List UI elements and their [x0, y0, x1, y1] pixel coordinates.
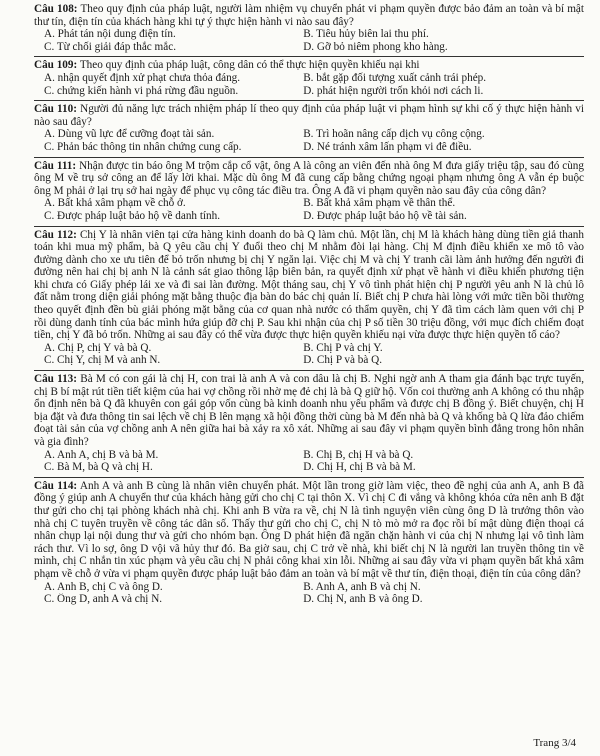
question-108 — [34, 3, 584, 53]
option-c: C. Ông D, anh A và chị N. — [44, 593, 163, 606]
question-stem — [34, 480, 584, 581]
answer-options — [34, 581, 584, 606]
option-c: C. chứng kiến hành vi phá rừng đầu nguồn. — [44, 84, 239, 97]
option-c: C. Chị Y, chị M và anh N. — [44, 354, 161, 367]
option-b: B. Tiêu hủy biên lai thu phí. — [303, 28, 429, 41]
divider — [34, 56, 584, 57]
option-c: C. Từ chối giải đáp thắc mắc. — [44, 40, 176, 53]
divider — [34, 370, 584, 371]
question-113 — [34, 373, 584, 474]
option-b: B. Chị B, chị H và bà Q. — [303, 448, 414, 461]
option-a: A. Chị P, chị Y và bà Q. — [44, 341, 152, 354]
option-a: A. Dùng vũ lực để cưỡng đoạt tài sản. — [44, 128, 215, 141]
question-stem — [34, 229, 584, 342]
option-a: A. Bất khả xâm phạm về chỗ ở. — [44, 197, 186, 210]
option-a: A. Anh A, chị B và bà M. — [44, 448, 159, 461]
question-number: Câu 114: — [34, 479, 78, 492]
option-b: B. bắt gặp đối tượng xuất cảnh trái phép. — [303, 71, 487, 84]
question-109 — [34, 59, 584, 97]
option-b: B. Chị P và chị Y. — [303, 341, 383, 354]
option-d: D. phát hiện người trốn khỏi nơi cách li. — [303, 84, 484, 97]
answer-options — [34, 342, 584, 367]
option-d: D. Né tránh xâm lấn phạm vi đê điều. — [303, 140, 472, 153]
divider — [34, 477, 584, 478]
option-a: A. Phát tán nội dung điện tín. — [44, 28, 176, 41]
question-text: Chị Y là nhân viên tại cửa hàng kinh doanh do bà Q làm chủ. Một lần, chị M là khách hàng dùng tiền giả thanh toán khi mua mỹ phẩm, bà Q yêu cầu chị Y đuổi theo chị M nhằm đòi lại hàng. Chị M định điều khiển xe mô tô vào đường dành cho xe ưu tiên để bỏ trốn nhưng bị chị Y ngăn lại. Việc chị M và chị Y tranh cãi làm ảnh hưởng đến người đi đường nên hai chị bị anh N là cảnh sát giao thông lập biên bản, ra quyết định xử phạt về hành vi điều khiển phương tiện khi chưa có Giấy phép lái xe và đi sai làn đường. Một tháng sau, chị Y vô tình phát hiện chị P người yêu anh N là chủ lô đất nằm trong diện giải phóng mặt bằng thuộc địa bàn do bác chị quản lí. Biết chị P chưa hài lòng với mức tiền bồi thường theo quyết định đền bù giải phóng mặt bằng của cơ quan nhà nước có thẩm quyền, chị Y đã tìm cách làm quen với chị P rồi dùng danh tính của bác mình hứa giúp đỡ chị P. Sau khi nhận của chị P số tiền 30 triệu đồng, với mục đích chiếm đoạt tiền, chị Y đã bỏ trốn. Những ai sau đây có thể vừa được thực hiện quyền khiếu nại vừa được thực hiện quyền tố cáo? — [34, 228, 584, 342]
question-114 — [34, 480, 584, 606]
answer-options — [34, 128, 584, 153]
option-b: B. Bất khả xâm phạm về thân thể. — [303, 197, 456, 210]
option-d: D. Gỡ bỏ niêm phong kho hàng. — [303, 40, 448, 53]
answer-options — [34, 28, 584, 53]
option-a: A. nhận quyết định xử phạt chưa thỏa đáng. — [44, 71, 241, 84]
question-number: Câu 112: — [34, 228, 77, 241]
answer-options — [34, 449, 584, 474]
divider — [34, 157, 584, 158]
answer-options — [34, 197, 584, 222]
option-d: D. Chị H, chị B và bà M. — [303, 461, 416, 474]
question-text: Theo quy định của pháp luật, công dân có thể thực hiện quyền khiếu nại khi — [79, 59, 420, 72]
question-stem — [34, 3, 584, 28]
option-c: C. Được pháp luật bảo hộ về danh tính. — [44, 209, 221, 222]
option-c: C. Phản bác thông tin nhân chứng cung cấp. — [44, 140, 242, 153]
option-a: A. Anh B, chị C và ông D. — [44, 580, 163, 593]
question-stem — [34, 160, 584, 198]
question-112 — [34, 229, 584, 368]
option-d: D. Chị N, anh B và ông D. — [303, 593, 423, 606]
question-stem — [34, 59, 584, 72]
divider — [34, 100, 584, 101]
answer-options — [34, 72, 584, 97]
question-number: Câu 109: — [34, 59, 78, 72]
option-b: B. Trì hoãn nâng cấp dịch vụ công cộng. — [303, 128, 485, 141]
divider — [34, 226, 584, 227]
question-text: Nhận được tin báo ông M trộm cắp cổ vật, ông A là công an viên đến nhà ông M đưa giấy triệu tập, sau đó cùng ông M về trụ sở công an để lấy lời khai. Mặc dù ông M đã cung cấp bằng chứng ngoại phạm nhưng ông A vẫn ép buộc ông M phải ở lại trụ sở hai ngày để phục vụ công tác điều tra. Ông A đã vi phạm quyền nào sau đây của công dân? — [34, 159, 584, 197]
question-number: Câu 108: — [34, 3, 78, 15]
question-text: Bà M có con gái là chị H, con trai là anh A và con dâu là chị B. Nghi ngờ anh A tham gia đánh bạc trực tuyến, chị B bí mật rút tiền tiết kiệm của hai vợ chồng rồi nhờ mẹ đẻ chị là bà Q giữ hộ. Vốn coi thường anh A không có thu nhập ổn định nên bà Q đã khuyên con gái góp vốn cùng bà kinh doanh nhu yếu phẩm và được chị B đồng ý. Biết chuyện, chị H bịa đặt và đưa thông tin sai lệch về chị B lên mạng xã hội đồng thời cùng bà M đến nhà bà Q và khống bà Q lừa đảo chiếm đoạt tài sản của vợ chồng anh A nên giữa hai bà xảy ra xô xát. Những ai sau đây vi phạm quyền bình đẳng trong hôn nhân và gia đình? — [34, 373, 584, 448]
question-111 — [34, 160, 584, 223]
option-c: C. Bà M, bà Q và chị H. — [44, 461, 153, 474]
question-text: Người đủ năng lực trách nhiệm pháp lí theo quy định của pháp luật vi phạm hình sự khi cố ý thực hiện hành vi nào sau đây? — [34, 103, 584, 128]
question-number: Câu 111: — [34, 159, 77, 172]
option-d: D. Chị P và bà Q. — [303, 354, 383, 367]
question-number: Câu 110: — [34, 103, 77, 116]
page-number: Trang 3/4 — [533, 737, 576, 750]
question-text: Theo quy định của pháp luật, người làm nhiệm vụ chuyển phát vi phạm quyền được bảo đảm an toàn và bí mật thư tín, điện tín của khách hàng khi tự ý thực hiện hành vi nào sau đây? — [34, 3, 584, 28]
option-d: D. Được pháp luật bảo hộ về tài sản. — [303, 209, 467, 222]
option-b: B. Anh A, anh B và chị N. — [303, 580, 421, 593]
question-number: Câu 113: — [34, 373, 78, 386]
question-stem — [34, 373, 584, 449]
question-110 — [34, 103, 584, 153]
question-stem — [34, 103, 584, 128]
question-text: Anh A và anh B cùng là nhân viên chuyển phát. Một lần trong giờ làm việc, theo đề nghị của anh A, anh B đã đồng ý giúp anh A chuyển thư của khách hàng gửi cho chị C tại thôn X. Vì chị C đi vắng và không khóa cửa nên anh B đặt thư gửi cho chị tại phòng khách nhà chị. Khi anh B vừa ra về, chị N là tình nguyện viên cùng ông D là trưởng thôn vào nhà chị C tuyên truyền về công tác dân số. Thấy thư gửi cho chị C, chị N tò mò mở ra đọc rồi bí mật dùng điện thoại cá nhân chụp lại nội dung thư và gửi cho nhóm bạn. Ông D phát hiện đã ngăn chặn hành vi của chị N nhưng lại vô tình làm rách thư. Vì lo sợ, ông D vội vã hủy thư đó. Ba giờ sau, chị C trở về nhà, khi biết chị N là người lan truyền thông tin về mình, chị C nhắn tin xúc phạm và yêu cầu chị N phải công khai xin lỗi. Những ai sau đây vừa vi phạm quyền bất khả xâm phạm về chỗ ở vừa vi phạm quyền được pháp luật bảo đảm an toàn và bí mật về thư tín, điện thoại, điện tín của công dân? — [34, 479, 584, 580]
